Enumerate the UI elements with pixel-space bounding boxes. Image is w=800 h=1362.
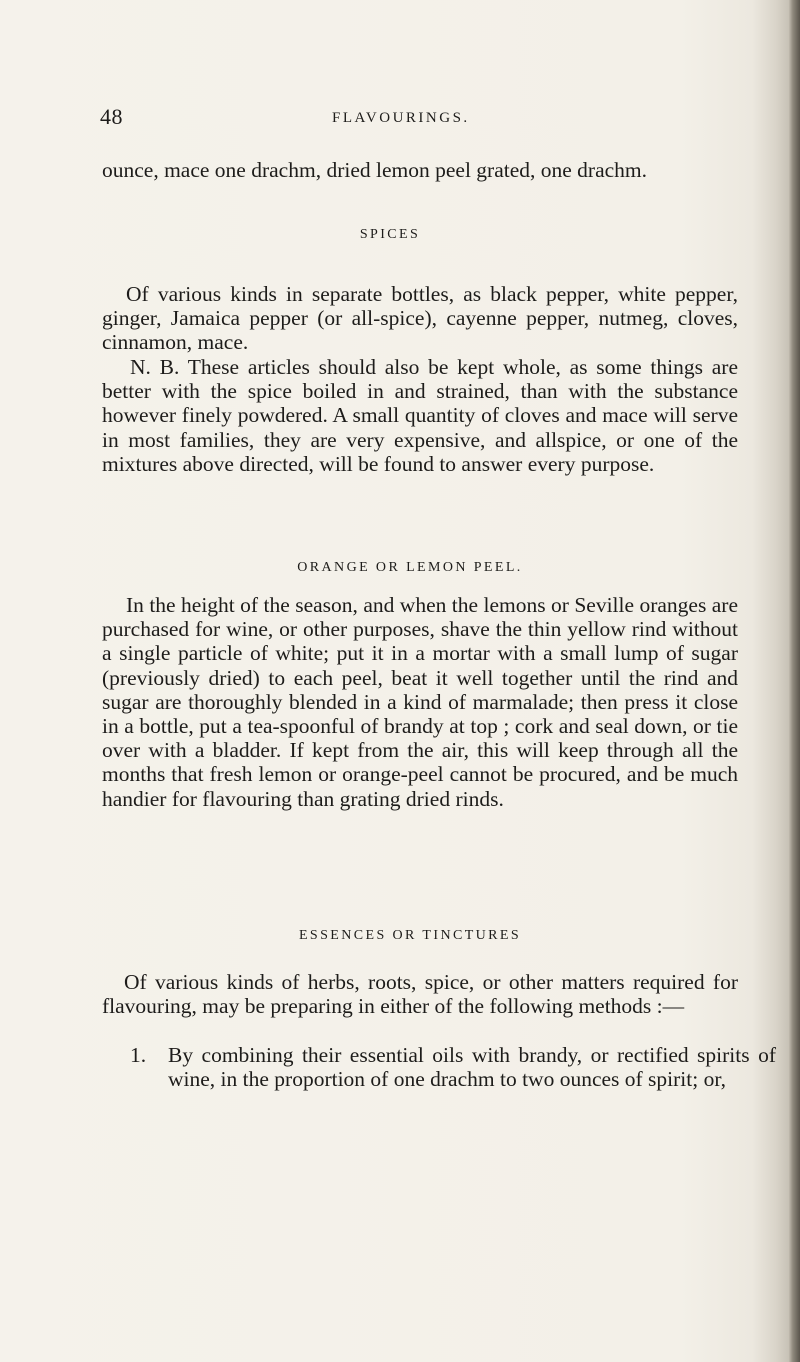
page-header [100,104,740,134]
list-item-number: 1. [130,1043,147,1067]
spices-note-paragraph: N. B. These articles should also be kept whole, as some things are better with the spice boiled in and strained, than with the substance however finely powdered. A small quantity of cloves and mace will serve in most families, they are very expensive, and allspice, or one of the mixtures above directed, will be found to answer every purpose. [102,355,738,476]
page-number: 48 [100,104,123,129]
list-item-text: By combining their essential oils with brandy, or rectified spirits of wine, in the proportion of one drachm to two ounces of spirit; or, [168,1043,776,1092]
section-heading-spices: SPICES [359,227,421,242]
essences-paragraph: Of various kinds of herbs, roots, spice, or other matters required for flavouring, may be preparing in either of the following methods :— [102,970,738,1019]
section-heading-orange-lemon-peel: ORANGE OR LEMON PEEL. [297,560,523,575]
orange-lemon-peel-paragraph: In the height of the season, and when the lemons or Seville oranges are purchased for wine, or other purposes, shave the thin yellow rind without a single particle of white; put it in a mortar with a small lump of sugar (previously dried) to each peel, beat it well together until the rind and sugar are thoroughly blended in a kind of marmalade; then press it close in a bottle, put a tea-spoonful of brandy at top ; cork and seal down, or tie over with a bladder. If kept from the air, this will keep through all the months that fresh lemon or orange-peel cannot be procured, and be much handier for flavouring than grating dried rinds. [102,593,738,811]
section-heading-essences: ESSENCES OR TINCTURES [298,928,522,943]
book-spine-edge [788,0,800,1362]
spices-paragraph: Of various kinds in separate bottles, as black pepper, white pepper, ginger, Jamaica pepper (or all-spice), cayenne pepper, nutmeg, cloves, cinnamon, mace. [102,282,738,355]
continued-paragraph: ounce, mace one drachm, dried lemon peel grated, one drachm. [102,158,648,182]
running-head: FLAVOURINGS. [332,110,470,126]
numbered-list-item [130,1043,776,1091]
